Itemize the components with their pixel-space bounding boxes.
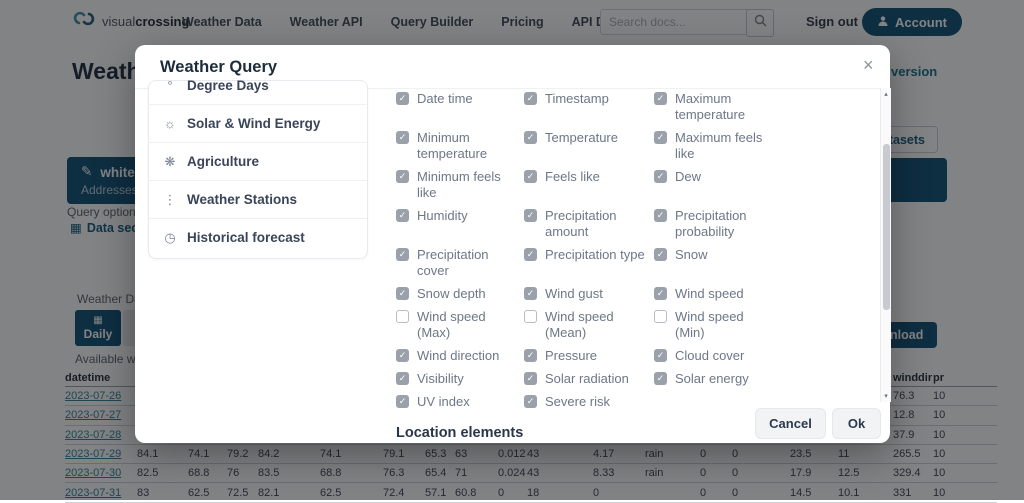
modal-title: Weather Query bbox=[160, 58, 278, 76]
scroll-down-icon[interactable]: ▾ bbox=[884, 393, 888, 400]
element-label: Humidity bbox=[417, 208, 468, 223]
element-label: Precipitation probability bbox=[675, 208, 747, 239]
element-label: Snow depth bbox=[417, 286, 486, 301]
element-checkbox-wind-speed-mean-[interactable] bbox=[524, 309, 654, 341]
checkbox-checked-icon[interactable]: ✓ bbox=[524, 209, 537, 222]
scroll-up-icon[interactable]: ▴ bbox=[884, 91, 888, 98]
modal-scrollbar[interactable] bbox=[880, 88, 891, 402]
checkbox-checked-icon[interactable]: ✓ bbox=[654, 131, 667, 144]
checkbox-unchecked-icon[interactable] bbox=[654, 310, 667, 323]
flower-icon: ❋ bbox=[164, 153, 176, 169]
element-checkbox-severe-risk[interactable] bbox=[524, 394, 654, 410]
element-checkbox-wind-direction[interactable] bbox=[396, 348, 524, 364]
element-checkbox-date-time[interactable] bbox=[396, 91, 524, 123]
element-checkbox-timestamp[interactable] bbox=[524, 91, 654, 123]
checkbox-checked-icon[interactable]: ✓ bbox=[524, 395, 537, 408]
element-label: Precipitation type bbox=[545, 247, 645, 262]
element-checkbox-maximum-feels-like[interactable] bbox=[654, 130, 804, 162]
element-checkbox-wind-speed[interactable] bbox=[654, 286, 804, 302]
checkbox-checked-icon[interactable]: ✓ bbox=[654, 92, 667, 105]
element-checkbox-wind-speed-min-[interactable] bbox=[654, 309, 804, 341]
element-checkbox-wind-speed-max-[interactable] bbox=[396, 309, 524, 341]
cancel-button[interactable]: Cancel bbox=[755, 408, 826, 439]
element-label: Minimum temperature bbox=[417, 130, 488, 161]
element-label: Precipitation amount bbox=[545, 208, 617, 239]
element-label: Wind speed (Mean) bbox=[545, 309, 614, 340]
scrollbar-thumb[interactable] bbox=[883, 144, 890, 310]
element-checkbox-minimum-feels-like[interactable] bbox=[396, 169, 524, 201]
sidebar-item-label: Solar & Wind Energy bbox=[187, 116, 321, 131]
ok-button[interactable]: Ok bbox=[832, 408, 881, 439]
checkbox-checked-icon[interactable]: ✓ bbox=[654, 209, 667, 222]
element-label: Pressure bbox=[545, 348, 598, 363]
dots-icon: ⋮ bbox=[163, 191, 177, 207]
element-checkbox-precipitation-probability[interactable] bbox=[654, 208, 804, 240]
element-label: Snow bbox=[675, 247, 708, 262]
checkbox-checked-icon[interactable]: ✓ bbox=[524, 287, 537, 300]
element-label: Wind direction bbox=[417, 348, 500, 363]
element-checkbox-pressure[interactable] bbox=[524, 348, 654, 364]
element-label: Visibility bbox=[417, 371, 464, 386]
element-label: Solar radiation bbox=[545, 371, 629, 386]
sidebar-item-degree-days[interactable] bbox=[149, 67, 367, 105]
checkbox-checked-icon[interactable]: ✓ bbox=[524, 92, 537, 105]
element-label: Minimum feels like bbox=[417, 169, 501, 200]
checkbox-checked-icon[interactable]: ✓ bbox=[396, 170, 409, 183]
checkbox-checked-icon[interactable]: ✓ bbox=[396, 372, 409, 385]
element-checkbox-temperature[interactable] bbox=[524, 130, 654, 162]
checkbox-checked-icon[interactable]: ✓ bbox=[654, 349, 667, 362]
element-checkbox-cloud-cover[interactable] bbox=[654, 348, 804, 364]
sidebar-item-solar-wind-energy[interactable] bbox=[149, 105, 367, 143]
sidebar-item-weather-stations[interactable] bbox=[149, 181, 367, 219]
clock-icon: ◷ bbox=[164, 229, 176, 245]
element-label: Cloud cover bbox=[675, 348, 745, 363]
checkbox-checked-icon[interactable]: ✓ bbox=[396, 287, 409, 300]
location-elements-section[interactable]: Location elements bbox=[396, 425, 856, 441]
checkbox-checked-icon[interactable]: ✓ bbox=[654, 170, 667, 183]
element-checkbox-dew[interactable] bbox=[654, 169, 804, 201]
element-checkbox-snow[interactable] bbox=[654, 247, 804, 279]
checkbox-checked-icon[interactable]: ✓ bbox=[524, 372, 537, 385]
element-label: Temperature bbox=[545, 130, 618, 145]
checkbox-checked-icon[interactable]: ✓ bbox=[524, 131, 537, 144]
close-icon[interactable]: × bbox=[863, 55, 874, 75]
element-label: Maximum feels like bbox=[675, 130, 763, 161]
element-checkbox-precipitation-type[interactable] bbox=[524, 247, 654, 279]
sun-icon: ☼ bbox=[164, 116, 176, 131]
element-label: Solar energy bbox=[675, 371, 749, 386]
element-checkbox-humidity[interactable] bbox=[396, 208, 524, 240]
modal-sidebar-list bbox=[149, 67, 367, 256]
element-label: Maximum temperature bbox=[675, 91, 746, 122]
element-checkbox-wind-gust[interactable] bbox=[524, 286, 654, 302]
element-checkbox-uv-index[interactable] bbox=[396, 394, 524, 410]
element-label: Precipitation cover bbox=[417, 247, 489, 278]
element-checkbox-feels-like[interactable] bbox=[524, 169, 654, 201]
checkbox-checked-icon[interactable]: ✓ bbox=[396, 395, 409, 408]
sidebar-item-label: Agriculture bbox=[187, 154, 260, 169]
elements-grid bbox=[396, 91, 880, 410]
modal-sidebar bbox=[148, 80, 368, 259]
element-label: Dew bbox=[675, 169, 702, 184]
checkbox-checked-icon[interactable]: ✓ bbox=[524, 170, 537, 183]
weather-query-modal bbox=[135, 45, 890, 443]
element-label: Date time bbox=[417, 91, 473, 106]
element-label: Feels like bbox=[545, 169, 600, 184]
checkbox-checked-icon[interactable]: ✓ bbox=[654, 372, 667, 385]
checkbox-checked-icon[interactable]: ✓ bbox=[396, 248, 409, 261]
checkbox-checked-icon[interactable]: ✓ bbox=[396, 209, 409, 222]
element-checkbox-snow-depth[interactable] bbox=[396, 286, 524, 302]
element-label: Severe risk bbox=[545, 394, 611, 409]
element-checkbox-solar-radiation[interactable] bbox=[524, 371, 654, 387]
element-checkbox-solar-energy[interactable] bbox=[654, 371, 804, 387]
checkbox-checked-icon[interactable]: ✓ bbox=[654, 287, 667, 300]
degree-days-icon: ° bbox=[167, 78, 173, 93]
element-label: UV index bbox=[417, 394, 470, 409]
element-checkbox-visibility[interactable] bbox=[396, 371, 524, 387]
checkbox-unchecked-icon[interactable] bbox=[524, 310, 537, 323]
element-label: Timestamp bbox=[545, 91, 609, 106]
sidebar-item-historical-forecast[interactable] bbox=[149, 219, 367, 256]
sidebar-item-label: Historical forecast bbox=[187, 230, 305, 245]
element-label: Wind speed (Min) bbox=[675, 309, 744, 340]
sidebar-item-agriculture[interactable] bbox=[149, 143, 367, 181]
element-checkbox-precipitation-amount[interactable] bbox=[524, 208, 654, 240]
checkbox-checked-icon[interactable]: ✓ bbox=[396, 349, 409, 362]
checkbox-checked-icon[interactable]: ✓ bbox=[396, 92, 409, 105]
sidebar-item-label: Weather Stations bbox=[187, 192, 298, 207]
element-checkbox-minimum-temperature[interactable] bbox=[396, 130, 524, 162]
checkbox-checked-icon[interactable]: ✓ bbox=[654, 248, 667, 261]
element-checkbox-maximum-temperature[interactable] bbox=[654, 91, 804, 123]
checkbox-checked-icon[interactable]: ✓ bbox=[524, 349, 537, 362]
checkbox-unchecked-icon[interactable] bbox=[396, 310, 409, 323]
element-label: Wind gust bbox=[545, 286, 603, 301]
element-label: Wind speed bbox=[675, 286, 744, 301]
element-label: Wind speed (Max) bbox=[417, 309, 486, 340]
checkbox-checked-icon[interactable]: ✓ bbox=[524, 248, 537, 261]
element-checkbox-precipitation-cover[interactable] bbox=[396, 247, 524, 279]
checkbox-checked-icon[interactable]: ✓ bbox=[396, 131, 409, 144]
sidebar-item-label: Degree Days bbox=[187, 78, 269, 93]
